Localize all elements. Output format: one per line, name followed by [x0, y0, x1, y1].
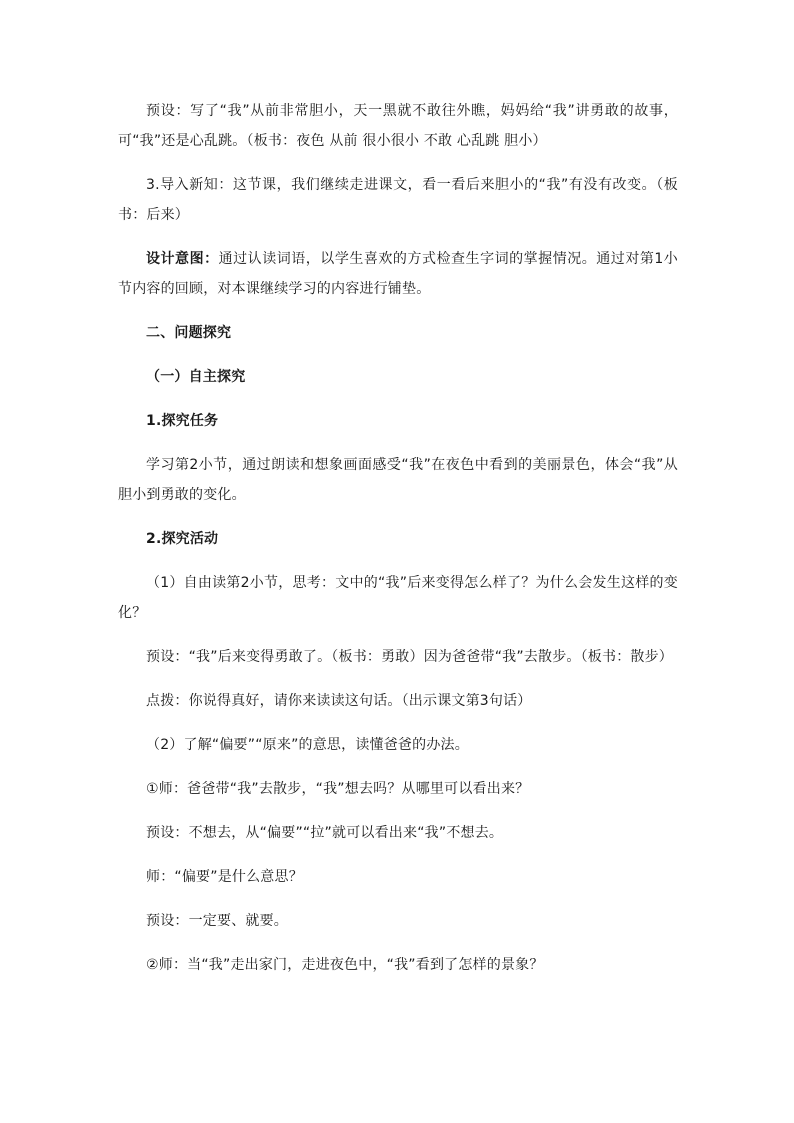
paragraph-teacher-question-2: 师：“偏要”是什么意思？: [146, 869, 303, 885]
paragraph-activity-1: （1）自由读第2小节，思考：文中的“我”后来变得怎么样了？为什么会发生这样的变化？: [118, 575, 678, 621]
heading-self-exploration: （一）自主探究: [146, 369, 246, 385]
design-intent-text: 通过认读词语，以学生喜欢的方式检查生字词的掌握情况。通过对第1小节内容的回顾，对本课继续学习的内容进行铺垫。: [118, 251, 678, 297]
paragraph-preset-3: 预设：不想去，从“偏要”“拉”就可以看出来“我”不想去。: [146, 825, 504, 841]
heading-exploration-task: 1.探究任务: [146, 413, 219, 429]
paragraph-activity-2: （2）了解“偏要”“原来”的意思，读懂爸爸的办法。: [146, 737, 469, 753]
paragraph-teacher-question-3: ②师：当“我”走出家门，走进夜色中，“我”看到了怎样的景象？: [146, 957, 544, 973]
paragraph-introduce-new-knowledge: 3.导入新知：这节课，我们继续走进课文，看一看后来胆小的“我”有没有改变。（板书：后来）: [118, 177, 678, 223]
paragraph-preset-4: 预设：一定要、就要。: [146, 913, 288, 929]
heading-exploration-activity: 2.探究活动: [146, 531, 219, 547]
document-body: [118, 96, 678, 994]
paragraph-design-intent: [118, 244, 678, 304]
design-intent-label: 设计意图：: [146, 251, 219, 267]
paragraph-teacher-question-1: ①师：爸爸带“我”去散步，“我”想去吗？从哪里可以看出来？: [146, 781, 530, 797]
paragraph-exploration-task: 学习第2小节，通过朗读和想象画面感受“我”在夜色中看到的美丽景色，体会“我”从胆小到勇敢的变化。: [118, 457, 678, 503]
paragraph-guidance: 点拨：你说得真好，请你来读读这句话。（出示课文第3句话）: [146, 693, 532, 709]
heading-problem-exploration: 二、问题探究: [146, 325, 232, 341]
paragraph-preset-2: 预设：“我”后来变得勇敢了。（板书：勇敢）因为爸爸带“我”去散步。（板书：散步）: [146, 649, 674, 665]
paragraph-preset-1: 预设：写了“我”从前非常胆小，天一黑就不敢往外瞧，妈妈给“我”讲勇敢的故事，可“我”还是心乱跳。（板书：夜色 从前 很小很小 不敢 心乱跳 胆小）: [118, 103, 678, 149]
